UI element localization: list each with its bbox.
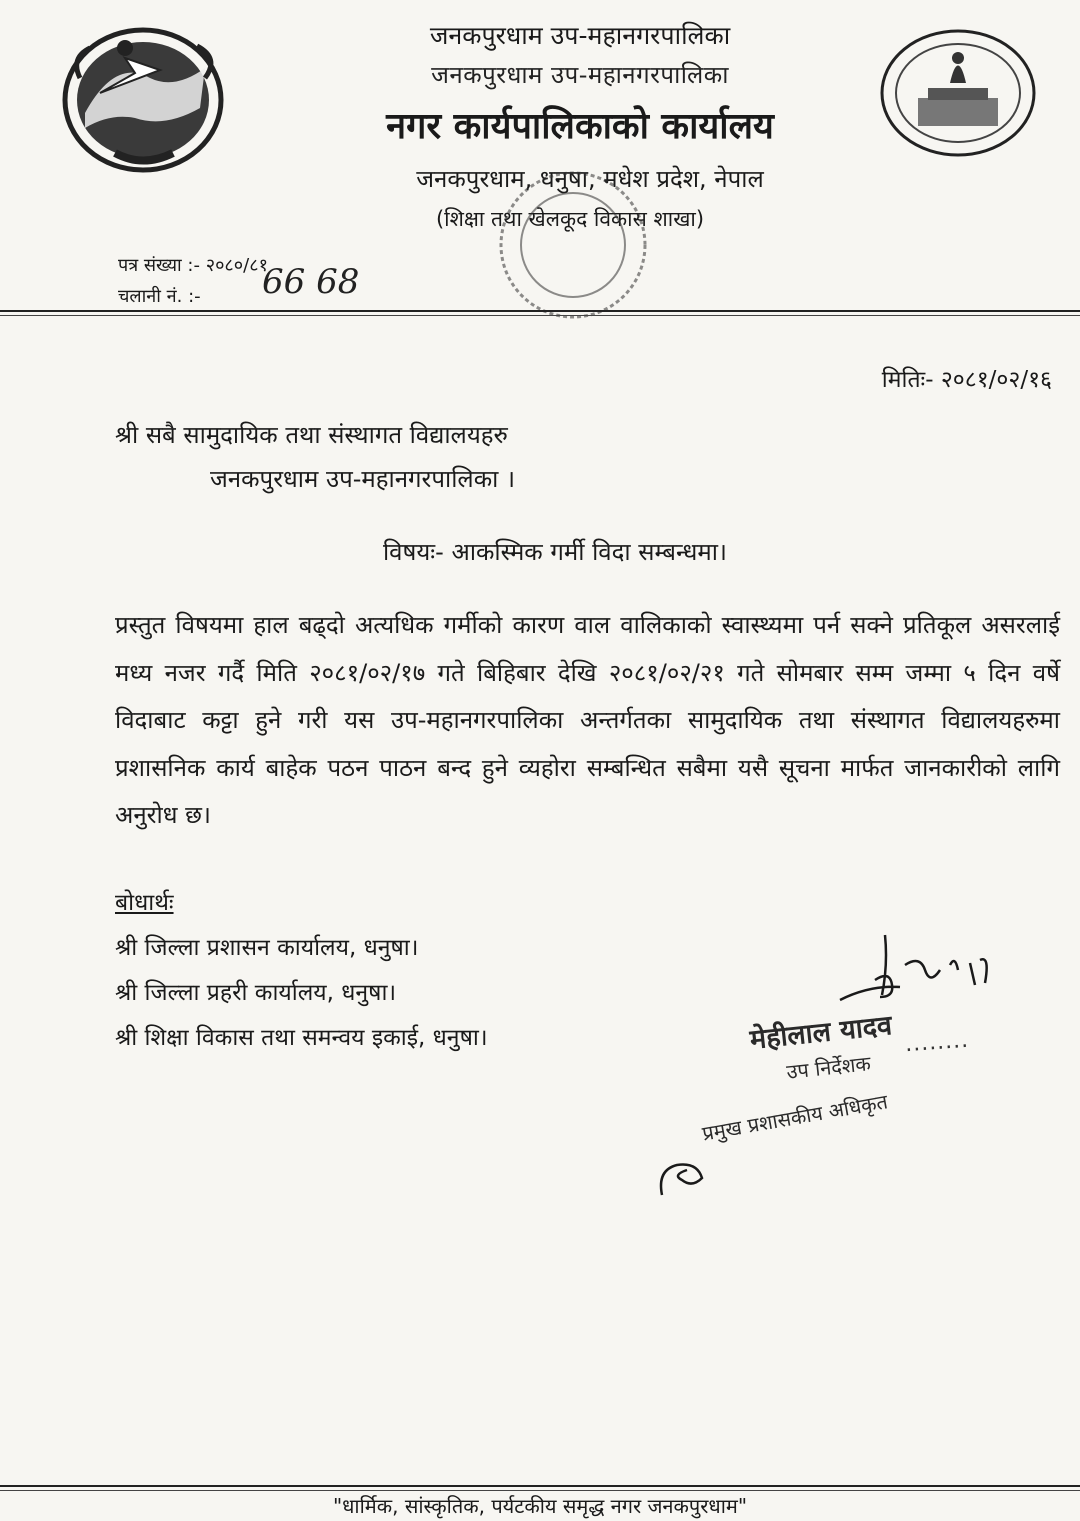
office-name: नगर कार्यपालिकाको कार्यालय [386,106,774,147]
cc-label: बोधार्थः [115,890,174,916]
letter-number-value: २०८०/८१ [205,255,268,276]
office-address: जनकपुरधाम, धनुषा, मधेश प्रदेश, नेपाल [416,165,764,193]
signatory-dots: ........ [904,1027,970,1058]
footer-slogan: "धार्मिक, सांस्कृतिक, पर्यटकीय समृद्ध नगर जनकपुरधाम" [332,1494,748,1518]
municipality-name: जनकपुरधाम उप-महानगरपालिका [429,21,731,50]
footer-divider [0,1485,1080,1487]
dispatch-number-label: चलानी नं. :- [118,286,201,307]
letter-body: प्रस्तुत विषयमा हाल बढ्दो अत्यधिक गर्मीको कारण वाल वालिकाको स्वास्थ्यमा पर्न सक्ने प्रतिकूल असरलाई मध्य नजर गर्दै मिति २०८१/०२/१७ गते बिहिबार देखि २०८१/०२/२१ गते सोमबार सम्म जम्मा ५ दिन वर्षे विदाबाट कट्टा हुने गरी यस उप-महानगरपालिका अन्तर्गतका सामुदायिक तथा संस्थागत विद्यालयहरुमा प्रशासनिक कार्य बाहेक पठन पाठन बन्द हुने व्यहोरा सम्बन्धित सबैमा यसै सूचना मार्फत जानकारीको लागि अनुरोध छ। [115,611,1060,829]
signature-scrawl-icon [652,1150,712,1200]
footer-divider-thin [0,1490,1080,1491]
letter-number-label: पत्र संख्या :- [118,255,200,276]
signature-icon [830,925,1000,1020]
letter-subject: विषयः- आकस्मिक गर्मी विदा सम्बन्धमा। [382,538,728,566]
signatory-title: उप निर्देशक [785,1051,872,1084]
header-divider-thin [0,315,1080,316]
dispatch-number [118,284,201,308]
officer-role: प्रमुख प्रशासकीय अधिकृत [700,1089,890,1146]
recipient-line-2: जनकपुरधाम उप-महानगरपालिका । [210,465,516,493]
dispatch-number-handwritten: 66 68 [262,262,360,302]
office-stamp-icon [488,160,658,330]
recipient-line-1: श्री सबै सामुदायिक तथा संस्थागत विद्यालयहरु [115,421,508,449]
cc-item: श्री जिल्ला प्रहरी कार्यालय, धनुषा। [115,980,397,1006]
cc-item: श्री शिक्षा विकास तथा समन्वय इकाई, धनुषा। [115,1025,488,1051]
letter-number [118,253,268,277]
signatory-name: मेहीलाल यादव [748,1010,894,1056]
municipality-name-stylized: जनकपुरधाम उप-महानगरपालिका [431,61,729,89]
section-name: (शिक्षा तथा खेलकूद विकास शाखा) [435,207,705,231]
letter-date: मितिः- २०८१/०२/१६ [881,367,1052,393]
cc-item: श्री जिल्ला प्रशासन कार्यालय, धनुषा। [115,935,419,961]
header-divider [0,310,1080,312]
